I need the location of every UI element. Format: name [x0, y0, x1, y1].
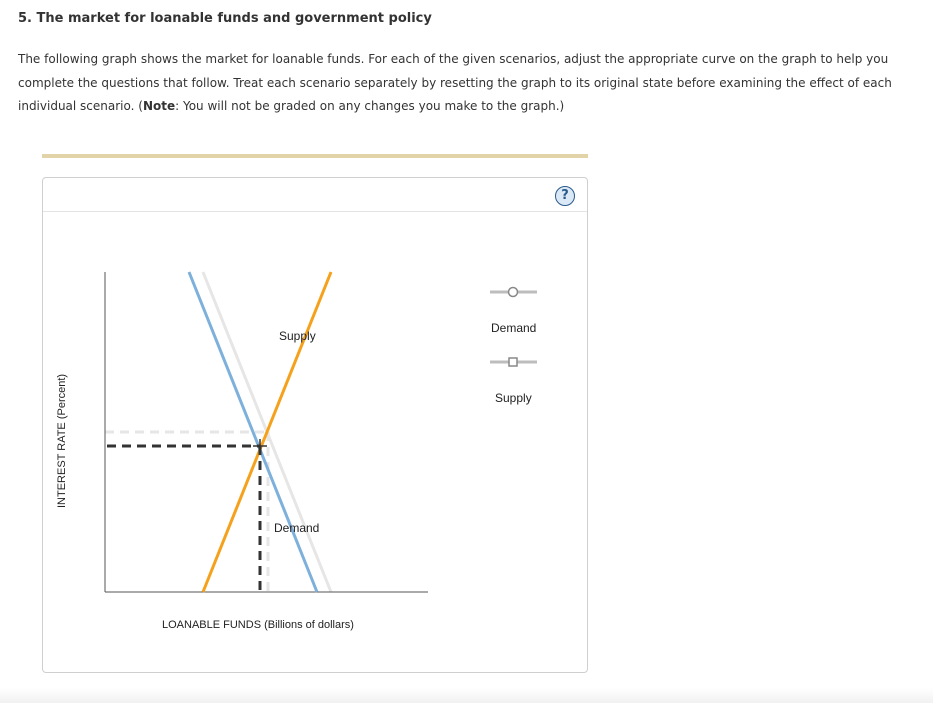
question-title: 5. The market for loanable funds and government policy: [18, 11, 432, 26]
supply-curve-label: Supply: [279, 329, 316, 343]
intro-text: The following graph shows the market for loanable funds. For each of the given scenarios, adjust the appropriate curve on the graph to help you complete the questions that follow. Treat each scenario separately by resetting the graph to its original state before examining the effect of each individual scenario. (: [18, 52, 892, 113]
square-marker-icon: [509, 358, 517, 366]
y-axis-title: INTEREST RATE (Percent): [56, 373, 68, 508]
note-text: : You will not be graded on any changes you make to the graph.): [175, 99, 565, 113]
x-axis-title: LOANABLE FUNDS (Billions of dollars): [162, 619, 354, 631]
legend-demand-label: Demand: [491, 321, 537, 335]
legend-supply-label: Supply: [495, 391, 532, 405]
demand-curve-label: Demand: [274, 521, 320, 535]
legend-demand-tool[interactable]: [490, 288, 537, 297]
circle-marker-icon: [509, 288, 518, 297]
demand-curve[interactable]: [189, 272, 320, 592]
help-icon[interactable]: ?: [555, 186, 575, 206]
note-label: Note: [142, 99, 176, 113]
page-bottom-edge: [0, 688, 933, 703]
legend-supply-tool[interactable]: [490, 358, 537, 366]
